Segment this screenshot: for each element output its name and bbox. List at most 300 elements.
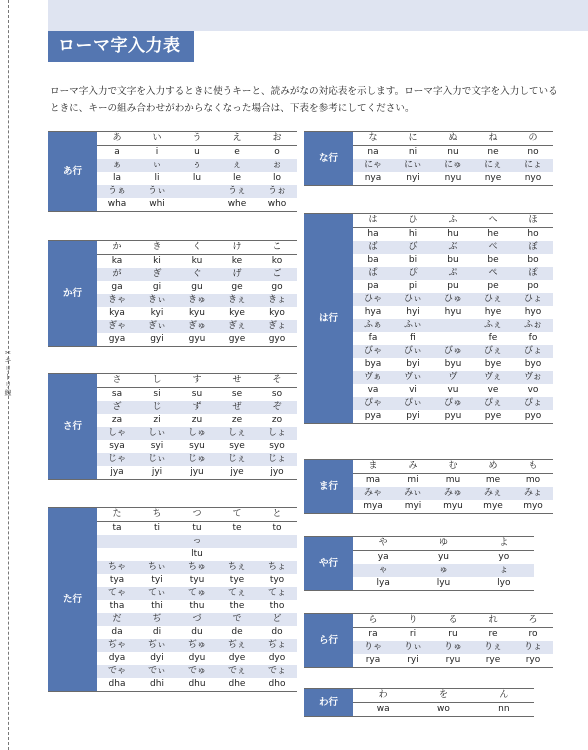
romaji-cell: ni [408, 147, 418, 157]
table-ta-row [48, 507, 297, 692]
kana-cell: しゅ [177, 427, 217, 440]
romaji-cell: o [274, 147, 280, 157]
kana-cell: びぇ [473, 345, 513, 358]
romaji-cell: ma [365, 475, 381, 485]
table-ma-row [304, 459, 553, 514]
kana-cell: ご [257, 268, 297, 281]
row-group-header: た行 [48, 508, 97, 692]
kana-cell: てぃ [137, 587, 177, 600]
table-na-row [304, 131, 553, 186]
kana-cell: る [433, 614, 473, 628]
romaji-cell: sa [111, 389, 123, 399]
kana-cell: にぇ [473, 159, 513, 172]
romaji-cell: do [271, 627, 283, 637]
romaji-cell: yu [437, 552, 449, 562]
romaji-cell: le [232, 173, 242, 183]
kana-cell: ぎょ [257, 320, 297, 333]
kana-cell: みょ [513, 487, 553, 500]
kana-cell: じ [137, 401, 177, 414]
row-group-header: や行 [304, 537, 353, 591]
kana-cell: ぢょ [257, 639, 297, 652]
romaji-cell [177, 198, 217, 212]
romaji-cell: kyo [269, 308, 285, 318]
romaji-cell: se [231, 389, 243, 399]
kana-cell: ぎゅ [177, 320, 217, 333]
row-group-header: あ行 [48, 132, 97, 212]
romaji-cell: vu [447, 385, 459, 395]
romaji-cell: tyo [269, 575, 285, 585]
romaji-cell: lu [192, 173, 202, 183]
romaji-cell: he [487, 229, 499, 239]
romaji-cell [257, 548, 297, 561]
romaji-cell: ryu [445, 655, 461, 665]
romaji-cell: bu [447, 255, 459, 265]
kana-cell: ぁ [97, 159, 137, 172]
romaji-cell: tyi [151, 575, 163, 585]
kana-cell: ちぇ [217, 561, 257, 574]
romaji-cell: tu [192, 523, 202, 533]
kana-cell: き [137, 241, 177, 255]
romaji-cell: bye [484, 359, 502, 369]
kana-cell: ん [474, 689, 534, 703]
kana-cell: りゃ [353, 641, 393, 654]
kana-cell: てゅ [177, 587, 217, 600]
kana-cell: ね [473, 132, 513, 146]
romaji-cell: jye [230, 467, 244, 477]
kana-row [304, 460, 553, 474]
kana-cell: ゆ [413, 537, 473, 551]
kana-cell: で [217, 613, 257, 626]
romaji-cell: ri [409, 629, 417, 639]
kana-cell: てぇ [217, 587, 257, 600]
romaji-cell: ko [271, 256, 283, 266]
romaji-cell: bo [527, 255, 539, 265]
kana-cell: ひぇ [473, 293, 513, 306]
romaji-cell: hyu [444, 307, 462, 317]
romaji-cell: ku [191, 256, 203, 266]
romaji-cell: syi [150, 441, 164, 451]
romaji-cell: no [527, 147, 539, 157]
romaji-cell: pyu [444, 411, 462, 421]
kana-cell: む [433, 460, 473, 474]
romaji-cell: nye [484, 173, 502, 183]
romaji-cell: dyi [150, 653, 164, 663]
romaji-cell: dha [108, 679, 126, 689]
kana-cell: ぴゃ [353, 397, 393, 410]
romaji-cell: myu [443, 501, 463, 511]
romaji-cell: go [271, 282, 283, 292]
kana-cell: ざ [97, 401, 137, 414]
kana-cell: てゃ [97, 587, 137, 600]
romaji-cell: tyu [189, 575, 205, 585]
romaji-cell: tye [229, 575, 245, 585]
romaji-cell: dyu [188, 653, 206, 663]
romaji-cell: nyi [406, 173, 420, 183]
kana-cell: しぃ [137, 427, 177, 440]
romaji-cell: de [231, 627, 243, 637]
romaji-cell: nyu [444, 173, 462, 183]
kana-cell: でゅ [177, 665, 217, 678]
kana-cell: せ [217, 374, 257, 388]
romaji-cell: rye [485, 655, 501, 665]
romaji-cell: pu [447, 281, 459, 291]
romaji-cell: syu [189, 441, 205, 451]
romaji-cell: hu [447, 229, 459, 239]
kana-cell: と [257, 508, 297, 522]
cut-label-char: 線 [4, 389, 12, 397]
kana-cell: ず [177, 401, 217, 414]
kana-cell: ひ [393, 214, 433, 228]
romaji-cell: ryo [525, 655, 541, 665]
romaji-cell: byo [524, 359, 542, 369]
romaji-cell: mu [445, 475, 461, 485]
kana-cell: す [177, 374, 217, 388]
kana-cell: わ [353, 689, 413, 703]
kana-cell: しゃ [97, 427, 137, 440]
kana-cell: え [217, 132, 257, 146]
romaji-cell: nyo [524, 173, 542, 183]
kana-cell: ちゅ [177, 561, 217, 574]
kana-cell: り [393, 614, 433, 628]
kana-cell: でゃ [97, 665, 137, 678]
kana-cell: にゅ [433, 159, 473, 172]
kana-cell: ぢぇ [217, 639, 257, 652]
kana-cell: きぃ [137, 294, 177, 307]
kana-cell: りぃ [393, 641, 433, 654]
romaji-cell: myo [523, 501, 543, 511]
romaji-cell: ge [231, 282, 243, 292]
kana-cell: の [513, 132, 553, 146]
romaji-cell: dhe [228, 679, 246, 689]
kana-cell: びゃ [353, 345, 393, 358]
kana-cell: お [257, 132, 297, 146]
romaji-cell: hi [408, 229, 418, 239]
romaji-cell: syo [269, 441, 285, 451]
table-wa-row [304, 688, 534, 717]
kana-cell: う [177, 132, 217, 146]
kana-cell: ば [353, 241, 393, 254]
kana-cell: びょ [513, 345, 553, 358]
kana-cell: じゅ [177, 453, 217, 466]
kana-cell: ぺ [473, 267, 513, 280]
romaji-cell: ki [153, 256, 161, 266]
romaji-cell: jya [110, 467, 124, 477]
romaji-cell: si [153, 389, 161, 399]
romaji-cell: ba [367, 255, 379, 265]
table-ya-row [304, 536, 534, 591]
kana-cell: こ [257, 241, 297, 255]
romaji-cell: who [267, 199, 287, 209]
kana-cell: みゃ [353, 487, 393, 500]
kana-cell: ぞ [257, 401, 297, 414]
kana-cell: うぉ [257, 185, 297, 198]
kana-cell [217, 535, 257, 548]
kana-row [48, 508, 297, 522]
kana-cell: ぃ [137, 159, 177, 172]
kana-cell: ヴぃ [393, 371, 433, 384]
kana-cell: しょ [257, 427, 297, 440]
kana-cell: りゅ [433, 641, 473, 654]
kana-cell [433, 319, 473, 332]
romaji-cell: ya [377, 552, 389, 562]
romaji-cell: ka [111, 256, 123, 266]
kana-cell: へ [473, 214, 513, 228]
romaji-cell: ra [368, 629, 378, 639]
romaji-cell: jyi [151, 467, 163, 477]
kana-cell: ぐ [177, 268, 217, 281]
romaji-cell: pye [484, 411, 502, 421]
kana-cell: ぉ [257, 159, 297, 172]
row-group-header: ら行 [304, 614, 353, 668]
kana-cell: ヴぇ [473, 371, 513, 384]
kana-cell: ぴぃ [393, 397, 433, 410]
romaji-cell: fo [528, 333, 538, 343]
kana-cell: ちゃ [97, 561, 137, 574]
romaji-cell [433, 332, 473, 345]
romaji-cell: thu [189, 601, 205, 611]
cut-line-label [1, 349, 15, 397]
kana-cell: ま [353, 460, 393, 474]
romaji-cell: whe [227, 199, 247, 209]
kana-row [304, 614, 553, 628]
romaji-cell: dye [228, 653, 246, 663]
romaji-cell: nya [364, 173, 382, 183]
romaji-cell: ke [231, 256, 243, 266]
kana-cell [137, 535, 177, 548]
kana-cell: び [393, 241, 433, 254]
romaji-cell: dhi [150, 679, 164, 689]
romaji-cell: jyu [190, 467, 204, 477]
kana-cell: ぢゃ [97, 639, 137, 652]
romaji-cell: thi [151, 601, 163, 611]
romaji-cell: me [485, 475, 501, 485]
romaji-cell: fi [410, 333, 416, 343]
romaji-cell: sye [229, 441, 245, 451]
romaji-cell: whi [149, 199, 165, 209]
romaji-cell: ho [527, 229, 539, 239]
kana-cell: ヴぉ [513, 371, 553, 384]
row-group-header: な行 [304, 132, 353, 186]
kana-row [48, 132, 297, 146]
page-title: ローマ字入力表 [48, 31, 194, 62]
kana-cell: みゅ [433, 487, 473, 500]
kana-cell: ぜ [217, 401, 257, 414]
kana-cell: っ [177, 535, 217, 548]
romaji-cell: wa [376, 704, 390, 714]
intro-text: ローマ字入力で文字を入力するときに使うキーと、読みがなの対応表を示します。ローマ字入力で文字を入力しているときに、キーの組み合わせがわからなくなった場合は、下表を参考にしてください。 [50, 86, 558, 114]
row-group-header: わ行 [304, 689, 353, 717]
romaji-cell: ha [367, 229, 379, 239]
kana-cell: そ [257, 374, 297, 388]
kana-cell: うぁ [97, 185, 137, 198]
kana-cell: ぢぃ [137, 639, 177, 652]
romaji-cell: gi [152, 282, 162, 292]
romaji-cell [217, 548, 257, 561]
kana-cell: ぅ [177, 159, 217, 172]
kana-cell: きょ [257, 294, 297, 307]
row-group-header: は行 [304, 214, 353, 424]
romaji-cell: zo [271, 415, 283, 425]
kana-cell: ぎぇ [217, 320, 257, 333]
romaji-cell: pa [367, 281, 379, 291]
romaji-cell: dhu [188, 679, 206, 689]
kana-cell: ふぇ [473, 319, 513, 332]
romaji-cell: i [155, 147, 159, 157]
romaji-cell: na [367, 147, 379, 157]
romaji-cell: fa [368, 333, 378, 343]
cut-label-char: キ [4, 357, 12, 365]
romaji-cell: mi [407, 475, 419, 485]
kana-cell: べ [473, 241, 513, 254]
kana-cell: じぇ [217, 453, 257, 466]
kana-cell: ぴょ [513, 397, 553, 410]
kana-cell: ぎぃ [137, 320, 177, 333]
kana-cell: みぇ [473, 487, 513, 500]
kana-cell: ぽ [513, 267, 553, 280]
romaji-cell: ro [528, 629, 538, 639]
romaji-cell: lyo [497, 578, 511, 588]
romaji-cell: kya [109, 308, 125, 318]
kana-cell: か [97, 241, 137, 255]
romaji-cell: dya [108, 653, 126, 663]
romaji-cell: li [154, 173, 160, 183]
kana-cell: てょ [257, 587, 297, 600]
romaji-cell: re [488, 629, 498, 639]
romaji-cell: ve [487, 385, 499, 395]
kana-cell: け [217, 241, 257, 255]
romaji-cell: be [487, 255, 499, 265]
kana-cell: に [393, 132, 433, 146]
romaji-cell: hyi [406, 307, 420, 317]
kana-cell: ひゃ [353, 293, 393, 306]
kana-cell: ぴぇ [473, 397, 513, 410]
romaji-cell: te [232, 523, 242, 533]
table-ra-row [304, 613, 553, 668]
kana-cell: ゅ [413, 564, 473, 577]
kana-row [304, 689, 534, 703]
romaji-cell: e [234, 147, 240, 157]
kana-cell: だ [97, 613, 137, 626]
romaji-cell: lyu [436, 578, 451, 588]
romaji-cell: ltu [191, 549, 203, 559]
romaji-cell: ga [111, 282, 123, 292]
romaji-cell: gyo [268, 334, 286, 344]
romaji-cell: u [194, 147, 200, 157]
romaji-cell: ti [153, 523, 161, 533]
romaji-cell: wo [437, 704, 450, 714]
kana-cell: でぇ [217, 665, 257, 678]
romaji-cell: za [111, 415, 123, 425]
kana-cell: ちょ [257, 561, 297, 574]
kana-cell: ど [257, 613, 297, 626]
kana-cell: ら [353, 614, 393, 628]
romaji-cell: ryi [407, 655, 419, 665]
romaji-cell: dyo [268, 653, 286, 663]
kana-cell: い [137, 132, 177, 146]
romaji-cell: zi [153, 415, 161, 425]
romaji-cell: mye [483, 501, 503, 511]
kana-cell: ぱ [353, 267, 393, 280]
kana-cell: ょ [474, 564, 534, 577]
romaji-cell: bi [408, 255, 418, 265]
kana-row [48, 374, 297, 388]
kana-cell: ぶ [433, 241, 473, 254]
kana-cell: ふぁ [353, 319, 393, 332]
kana-cell: じぃ [137, 453, 177, 466]
kana-cell: ぎゃ [97, 320, 137, 333]
romaji-cell: tha [109, 601, 125, 611]
romaji-cell: da [111, 627, 123, 637]
romaji-cell: pyo [524, 411, 542, 421]
romaji-cell: vo [527, 385, 539, 395]
kana-cell [97, 535, 137, 548]
kana-cell [257, 535, 297, 548]
table-ha-row [304, 213, 553, 424]
kana-cell: でょ [257, 665, 297, 678]
kana-cell: や [353, 537, 413, 551]
romaji-cell: va [367, 385, 379, 395]
romaji-cell: lya [376, 578, 390, 588]
romaji-cell: gyi [150, 334, 164, 344]
romaji-cell: tya [109, 575, 125, 585]
kana-cell: あ [97, 132, 137, 146]
kana-cell: な [353, 132, 393, 146]
romaji-cell: gya [108, 334, 126, 344]
kana-cell: づ [177, 613, 217, 626]
kana-cell: りぇ [473, 641, 513, 654]
kana-cell [177, 185, 217, 198]
kana-cell: にょ [513, 159, 553, 172]
romaji-cell: pe [487, 281, 499, 291]
cut-label-char: リ [4, 365, 12, 373]
romaji-cell: hyo [524, 307, 542, 317]
kana-cell: も [513, 460, 553, 474]
romaji-cell: hya [364, 307, 382, 317]
kana-cell: ふぃ [393, 319, 433, 332]
kana-cell: ち [137, 508, 177, 522]
romaji-cell: lo [272, 173, 281, 183]
kana-row [304, 214, 553, 228]
kana-cell: つ [177, 508, 217, 522]
kana-cell: く [177, 241, 217, 255]
row-group-header: さ行 [48, 374, 97, 480]
romaji-cell: gu [191, 282, 203, 292]
romaji-cell: mya [363, 501, 383, 511]
kana-cell: を [413, 689, 473, 703]
romaji-cell: pya [364, 411, 382, 421]
romaji-cell: kye [229, 308, 245, 318]
kana-cell: うぃ [137, 185, 177, 198]
kana-cell: ゃ [353, 564, 413, 577]
kana-cell: み [393, 460, 433, 474]
romaji-cell: nn [498, 704, 510, 714]
cut-label-char: リ [4, 381, 12, 389]
romaji-cell: wha [107, 199, 127, 209]
romaji-cell: mo [525, 475, 541, 485]
kana-row [304, 132, 553, 146]
kana-cell: さ [97, 374, 137, 388]
kana-cell: ぎ [137, 268, 177, 281]
romaji-cell: ze [231, 415, 243, 425]
romaji-cell: hye [484, 307, 502, 317]
kana-cell: ほ [513, 214, 553, 228]
romaji-cell: ne [487, 147, 499, 157]
kana-cell: ふ [433, 214, 473, 228]
kana-cell: ひぃ [393, 293, 433, 306]
row-group-header: ま行 [304, 460, 353, 514]
romaji-cell [97, 548, 137, 561]
romaji-cell: gye [228, 334, 246, 344]
